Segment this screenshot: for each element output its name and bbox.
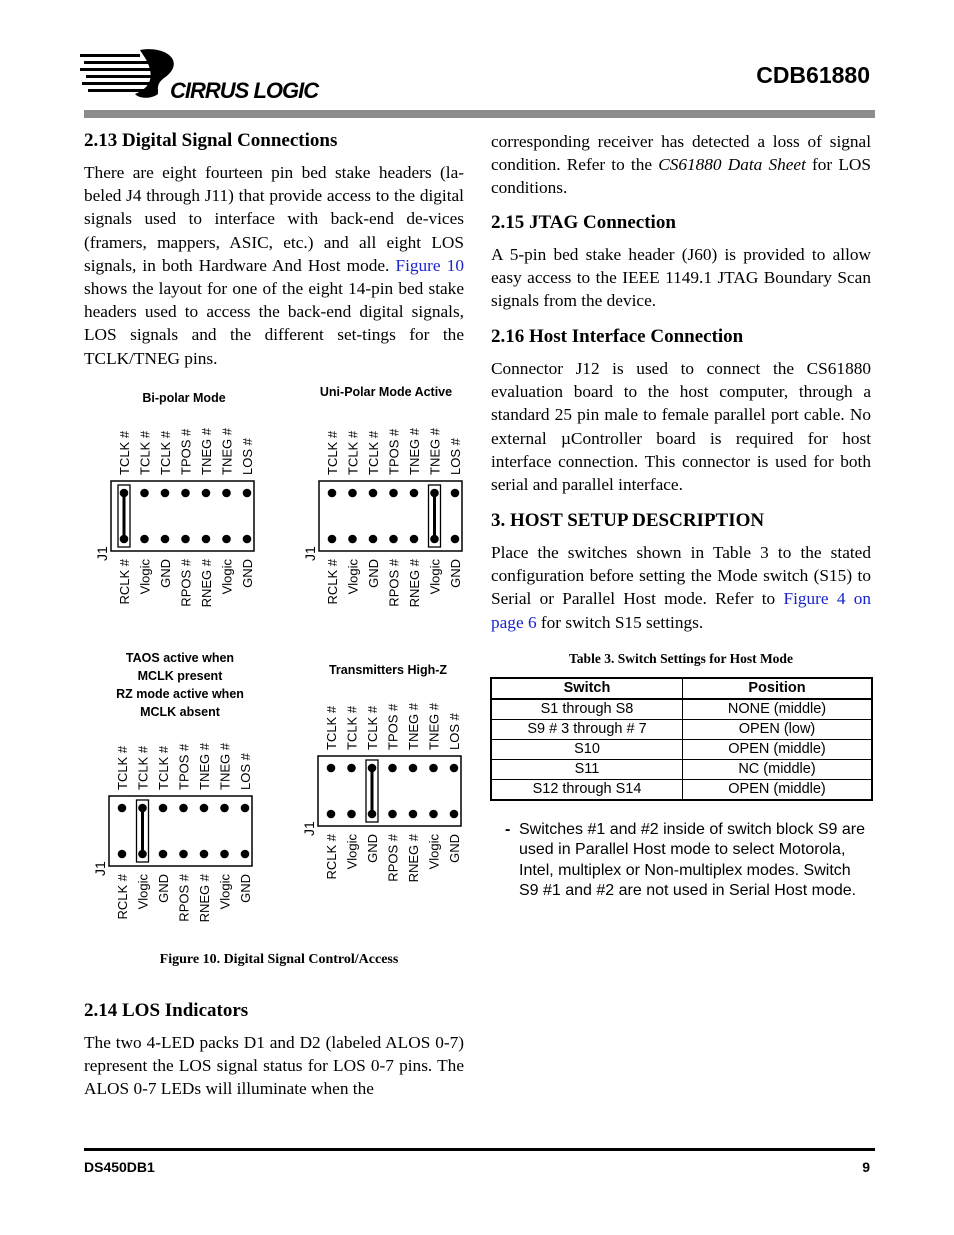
pin-label-top: TCLK # [344,705,360,750]
pin-dot [220,804,229,813]
pin-dot [389,489,398,498]
pin-dot [243,535,252,544]
pin-dot [327,764,336,773]
pin-dot [451,489,460,498]
pin-dot [181,489,190,498]
table-row [491,699,872,720]
pin-dot [347,810,356,819]
table-cell: NONE (middle) [683,699,873,720]
pin-dot [429,764,438,773]
pin-label-bottom: GND [365,834,380,863]
pin-dot [328,489,337,498]
document-title: CDB61880 [756,62,870,88]
pin-label-bottom: RCLK # [117,559,132,605]
pin-label-top: TPOS # [176,743,192,790]
pin-label-bottom: RPOS # [178,559,194,607]
pin-label-top: TNEG # [407,428,422,475]
connector-label: J1 [94,546,110,561]
pin-dot [202,535,211,544]
table-row [491,780,872,801]
table-header-switch: Switch [491,678,683,699]
table-cell: OPEN (middle) [683,740,873,760]
pin-dot [451,535,460,544]
table-row [491,720,872,740]
pin-label-bottom: GND [238,874,253,903]
figure-10-link[interactable]: Figure 10 [395,255,464,275]
pin-label-top: TCLK # [115,745,130,790]
pin-label-bottom: Vlogic [427,559,443,595]
pin-label-top: TPOS # [386,428,402,475]
pin-label-top: TPOS # [178,428,194,475]
pin-label-top: TCLK # [345,430,361,475]
pin-dot [389,535,398,544]
pin-label-top: TNEG # [219,428,235,475]
pin-label-bottom: GND [448,559,463,588]
table-cell: S10 [491,740,683,760]
header-rule [84,110,875,118]
pin-label-bottom: GND [158,559,173,588]
pin-dot [410,489,419,498]
panel-title: RZ mode active when [116,687,244,701]
table-header-position: Position [683,678,873,699]
pin-label-top: TCLK # [135,745,151,790]
pin-dot [222,535,231,544]
pin-dot [410,535,419,544]
bullet-dash: - [505,821,511,838]
pin-label-top: TCLK # [324,705,339,750]
section-2-14-heading: 2.14 LOS Indicators [84,1000,249,1021]
section-3-heading: 3. HOST SETUP DESCRIPTION [491,510,765,531]
pin-label-bottom: RPOS # [176,874,192,922]
table-cell: OPEN (middle) [683,780,873,801]
pin-dot [140,535,149,544]
section-2-14-paragraph: The two 4-LED packs D1 and D2 (labeled ALOS 0-7) represent the LOS signal status for LOS 0-7 pins. The ALOS 0-7 LEDs will illuminate when the [84,1033,464,1099]
pin-dot [161,535,170,544]
pin-dot [369,489,378,498]
table-cell: S1 through S8 [491,699,683,720]
pin-dot [200,850,209,859]
switch-note-text: Switches #1 and #2 inside of switch block S9 are used in Parallel Host mode to select Motorola, Intel, multiplex or Non-multiplex modes. Switch S9 #1 and #2 are not used in Serial Host mode. [519,821,865,899]
los-continuation-paragraph [491,130,871,200]
section-3-paragraph [491,541,871,634]
pin-label-bottom: Vlogic [219,559,235,595]
pin-label-bottom: Vlogic [344,834,360,870]
pin-dot [328,535,337,544]
pin-label-top: TPOS # [385,703,401,750]
pin-label-bottom: Vlogic [135,874,151,910]
panel-title: TAOS active when [125,651,235,665]
panel-title: MCLK absent [140,705,220,719]
table-row [491,760,872,780]
panel-title: Uni-Polar Mode Active [319,385,453,399]
pin-label-bottom: GND [366,559,381,588]
pin-label-bottom: GND [156,874,171,903]
panel-title: Bi-polar Mode [142,391,226,405]
pin-label-top: TCLK # [158,430,173,475]
pin-label-bottom: GND [447,834,462,863]
pin-dot [241,804,250,813]
section-2-16-heading: 2.16 Host Interface Connection [491,326,744,347]
table-cell: NC (middle) [683,760,873,780]
pin-dot [140,489,149,498]
paragraph-text: Place the switches shown in Table 3 to the stated configuration before setting the Mode switch (S15) to Serial or Parallel Host mode. Refer to [491,543,871,609]
connector-label: J1 [92,861,108,876]
table-row [491,740,872,760]
pin-label-top: LOS # [238,753,253,790]
pin-dot [409,810,418,819]
connector-label: J1 [302,546,318,561]
pin-dot [179,850,188,859]
pin-label-bottom: RNEG # [197,874,212,923]
pin-dot [450,764,459,773]
pin-dot [179,804,188,813]
figure-10-caption: Figure 10. Digital Signal Control/Access [159,952,399,967]
pin-dot [161,489,170,498]
footer-page-number: 9 [862,1159,870,1175]
pin-dot [388,810,397,819]
pin-label-bottom: RNEG # [406,834,421,883]
section-2-15-paragraph: A 5-pin bed stake header (J60) is provided to allow easy access to the IEEE 1149.1 JTAG Boundary Scan signals from the device. [491,245,871,311]
pin-label-top: TCLK # [137,430,153,475]
paragraph-text: for LOS conditions. [491,155,871,198]
pin-label-top: TCLK # [325,430,340,475]
pin-label-bottom: Vlogic [217,874,233,910]
pin-label-bottom: RPOS # [385,834,401,882]
table-cell: S11 [491,760,683,780]
pin-dot [200,804,209,813]
datasheet-reference: CS61880 Data Sheet [658,155,806,175]
pin-dot [450,810,459,819]
paragraph-text: There are eight fourteen pin bed stake headers (la-beled J4 through J11) that provide access to the digital signals used to interface with back-end de-vices (framers, mappers, ASIC, etc.) and all eight LOS signals, in both Hardware And Host mode. [84,163,464,275]
pin-label-bottom: Vlogic [426,834,442,870]
pin-label-top: TNEG # [427,428,443,475]
pin-dot [222,489,231,498]
pin-label-bottom: Vlogic [345,559,361,595]
connector-label: J1 [301,821,317,836]
pin-label-top: LOS # [447,713,462,750]
cirrus-logic-logo [80,48,340,108]
pin-label-bottom: RNEG # [407,559,422,608]
pin-dot [348,489,357,498]
pin-label-bottom: RCLK # [324,834,339,880]
figure-4-link[interactable]: Figure 4 on page 6 [491,589,872,632]
pin-dot [409,764,418,773]
table-cell: S9 # 3 through # 7 [491,720,683,740]
pin-label-bottom: RCLK # [115,874,130,920]
logo-text: CIRRUS LOGIC [170,78,319,103]
switch-settings-table [490,677,873,801]
pin-dot [388,764,397,773]
figure-10-diagram [80,380,480,950]
pin-dot [118,850,127,859]
pin-label-top: TNEG # [406,703,421,750]
pin-label-top: TCLK # [365,705,380,750]
panel-title: MCLK present [137,669,223,683]
pin-dot [181,535,190,544]
pin-dot [369,535,378,544]
pin-label-top: TCLK # [117,430,132,475]
pin-dot [159,850,168,859]
pin-label-bottom: RCLK # [325,559,340,605]
panel-title: Transmitters High-Z [328,663,448,677]
pin-label-top: TNEG # [199,428,214,475]
pin-label-top: TNEG # [217,743,233,790]
table-3-caption: Table 3. Switch Settings for Host Mode [569,651,793,666]
pin-label-top: LOS # [240,438,255,475]
pin-dot [348,535,357,544]
footer-rule [84,1148,875,1151]
section-2-15-heading: 2.15 JTAG Connection [491,212,676,233]
pin-dot [118,804,127,813]
pin-label-top: LOS # [448,438,463,475]
pin-dot [429,810,438,819]
table-cell: OPEN (low) [683,720,873,740]
pin-dot [220,850,229,859]
pin-label-bottom: RNEG # [199,559,214,608]
section-2-16-paragraph: Connector J12 is used to connect the CS61880 evaluation board to the host computer, through a standard 25 pin male to female parallel port cable. No external µController board is required for host interface connection. This connector is used for both serial and parallel interface. [491,359,871,495]
pin-label-top: TNEG # [197,743,212,790]
pin-dot [243,489,252,498]
pin-dot [202,489,211,498]
pin-dot [347,764,356,773]
section-2-13-heading: 2.13 Digital Signal Connections [84,130,338,151]
pin-label-top: TCLK # [156,745,171,790]
pin-label-top: TNEG # [426,703,442,750]
paragraph-text: shows the layout for one of the eight 14-pin bed stake headers used to access the back-end digital signals, LOS signals and the different set-tings for the TCLK/TNEG pins. [84,279,464,368]
pin-label-bottom: Vlogic [137,559,153,595]
pin-dot [159,804,168,813]
pin-label-bottom: RPOS # [386,559,402,607]
footer-doc-id: DS450DB1 [84,1159,155,1175]
table-cell: S12 through S14 [491,780,683,801]
paragraph-text: for switch S15 settings. [536,612,704,632]
pin-dot [241,850,250,859]
pin-label-top: TCLK # [366,430,381,475]
pin-dot [327,810,336,819]
pin-label-bottom: GND [240,559,255,588]
section-2-13-paragraph [84,161,464,370]
table-header-row [491,678,872,699]
paragraph-text: corresponding receiver has detected a loss of signal condition. Refer to the [491,132,871,175]
